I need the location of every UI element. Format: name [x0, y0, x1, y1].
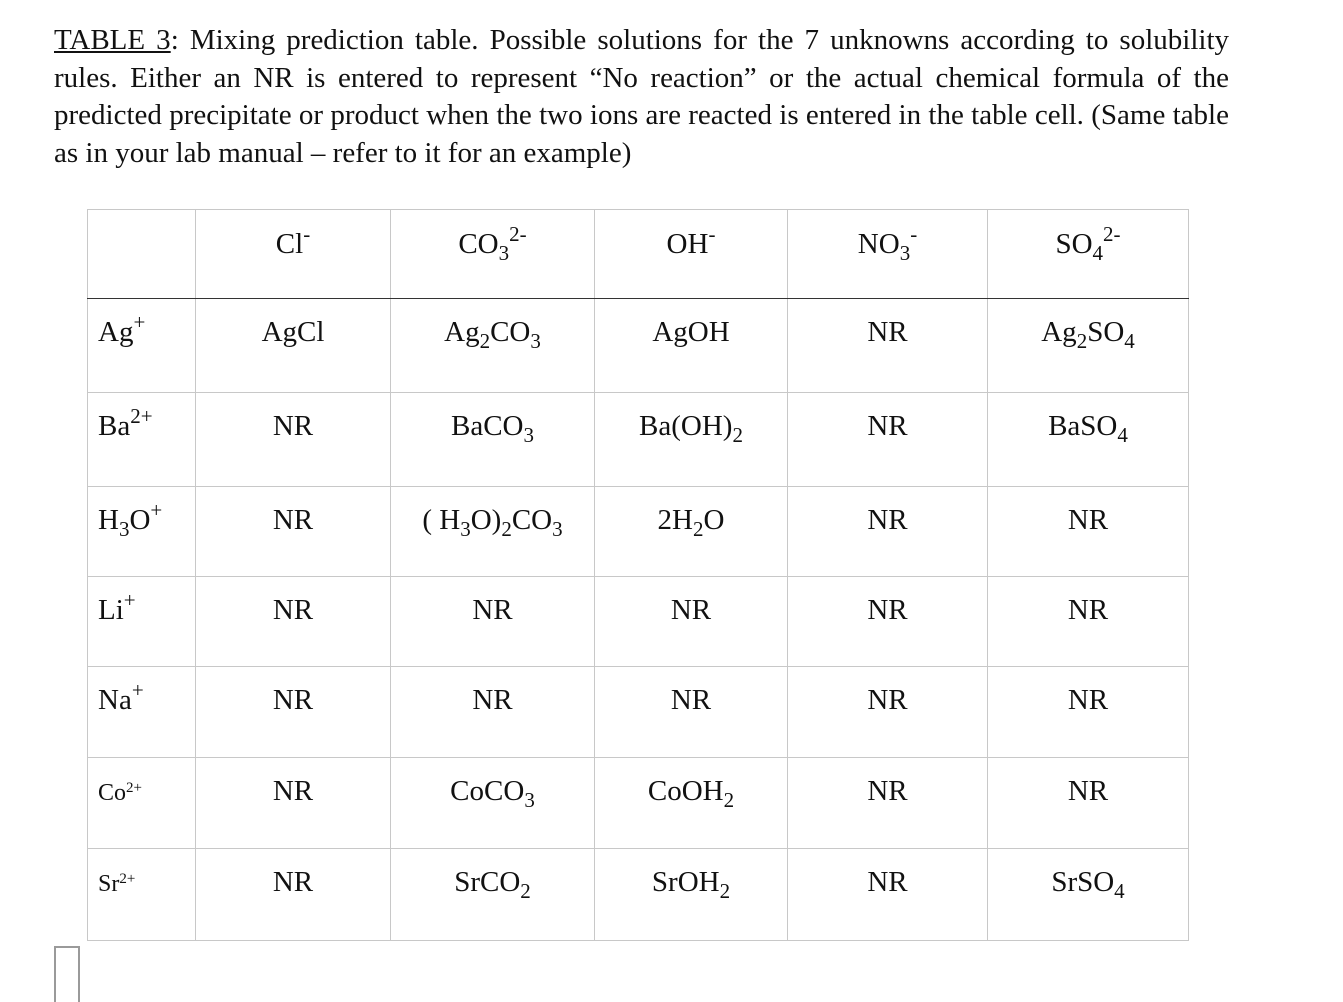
formula-text: Co	[98, 780, 127, 806]
table-caption	[54, 22, 1229, 172]
formula-text: 2H	[657, 504, 693, 536]
formula-superscript: -	[910, 222, 918, 246]
prediction-cell	[788, 299, 988, 393]
formula-text: CoCO	[450, 775, 525, 807]
prediction-cell	[788, 667, 988, 758]
prediction-cell	[595, 577, 788, 667]
formula-superscript: +	[150, 498, 163, 522]
formula-text: CO	[490, 316, 531, 348]
header-row	[88, 210, 1189, 299]
formula-text: ( H	[422, 504, 461, 536]
prediction-cell	[391, 758, 595, 849]
table-row	[88, 758, 1189, 849]
formula-superscript: 2+	[126, 780, 142, 796]
formula-superscript: +	[123, 588, 136, 612]
formula-text: Ag	[444, 316, 480, 348]
formula-text: Ba(OH)	[639, 410, 733, 442]
formula-text: SO	[1055, 228, 1093, 260]
formula-text: NR	[272, 504, 314, 536]
formula-text: NR	[272, 594, 314, 626]
formula-superscript: +	[133, 310, 146, 334]
prediction-cell	[391, 487, 595, 577]
prediction-cell	[595, 667, 788, 758]
prediction-cell	[788, 393, 988, 487]
cation-header	[88, 849, 196, 941]
formula-text: NR	[867, 410, 908, 442]
formula-text: O	[129, 504, 151, 536]
formula-text: NR	[1067, 684, 1109, 716]
formula-text: NR	[472, 594, 513, 626]
formula-superscript: 2+	[130, 404, 153, 428]
cation-header	[88, 667, 196, 758]
formula-text: NR	[670, 684, 712, 716]
formula-text: NR	[867, 866, 908, 898]
prediction-cell	[196, 577, 391, 667]
prediction-cell	[196, 758, 391, 849]
formula-text: NR	[867, 594, 908, 626]
table-label: TABLE 3	[54, 24, 171, 56]
formula-text: NR	[1067, 594, 1109, 626]
prediction-cell	[196, 849, 391, 941]
prediction-cell	[391, 393, 595, 487]
formula-text: Na	[98, 684, 132, 716]
caption-text: : Mixing prediction table. Possible solutions for the 7 unknowns according to solubility rules. Either an NR is entered to represent “No reaction” or the actual chemical formula of the predicted precipitate or product when the two ions are reacted is entered in the table cell. (Same table as in your lab manual – refer to it for an example)	[54, 24, 1230, 169]
table-row	[88, 849, 1189, 941]
formula-text: NR	[472, 684, 513, 716]
formula-text: NR	[272, 866, 314, 898]
formula-text: NR	[1067, 504, 1109, 536]
formula-subscript: 3	[552, 517, 563, 541]
formula-text: CoOH	[647, 775, 724, 807]
formula-superscript-wrap	[126, 780, 142, 806]
formula-text: NR	[272, 684, 314, 716]
prediction-cell	[595, 393, 788, 487]
table-row	[88, 299, 1189, 393]
anion-header	[595, 210, 788, 299]
formula-text: AgCl	[261, 316, 325, 348]
prediction-cell	[391, 299, 595, 393]
prediction-cell	[196, 667, 391, 758]
table-row	[88, 393, 1189, 487]
formula-superscript: 2+	[119, 871, 136, 887]
prediction-cell	[788, 758, 988, 849]
formula-text: SO	[1087, 316, 1125, 348]
prediction-cell	[988, 577, 1189, 667]
formula-text: NR	[272, 775, 314, 807]
formula-superscript-wrap	[119, 871, 135, 897]
formula-subscript: 4	[1117, 423, 1128, 447]
cation-header	[88, 299, 196, 393]
formula-text: H	[98, 504, 119, 536]
formula-subscript: 2	[732, 423, 743, 447]
prediction-cell	[788, 487, 988, 577]
formula-text: SrCO	[454, 866, 521, 898]
formula-superscript: +	[131, 678, 144, 702]
prediction-cell	[196, 393, 391, 487]
formula-subscript: 3	[530, 329, 541, 353]
formula-subscript: 2	[723, 788, 735, 812]
formula-subscript: 3	[899, 241, 911, 265]
formula-subscript: 2	[1076, 329, 1088, 353]
formula-subscript: 2	[501, 517, 512, 541]
formula-text: Sr	[98, 871, 120, 897]
prediction-cell	[988, 487, 1189, 577]
formula-text: SrOH	[651, 866, 720, 898]
prediction-cell	[595, 487, 788, 577]
formula-text: Cl	[275, 228, 304, 260]
prediction-cell	[595, 299, 788, 393]
formula-text: Li	[98, 594, 124, 626]
prediction-cell	[988, 299, 1189, 393]
formula-text: NR	[867, 775, 908, 807]
formula-text: O	[703, 504, 725, 536]
formula-text: Ag	[98, 316, 134, 348]
formula-subscript: 2	[520, 879, 531, 903]
formula-text: CO	[511, 504, 553, 536]
anion-header	[988, 210, 1189, 299]
formula-superscript: 2-	[509, 222, 527, 246]
prediction-cell	[988, 667, 1189, 758]
table-row	[88, 577, 1189, 667]
formula-text: NR	[867, 504, 908, 536]
formula-text: NR	[867, 316, 908, 348]
formula-text: BaCO	[451, 410, 524, 442]
prediction-cell	[788, 849, 988, 941]
formula-superscript: 2-	[1103, 222, 1121, 246]
form-checkbox[interactable]	[54, 946, 80, 1002]
corner-cell	[88, 210, 196, 299]
formula-subscript: 3	[118, 517, 130, 541]
formula-text: OH	[666, 228, 709, 260]
formula-subscript: 2	[719, 879, 731, 903]
prediction-cell	[196, 299, 391, 393]
prediction-cell	[595, 758, 788, 849]
formula-text: BaSO	[1048, 410, 1118, 442]
anion-header	[196, 210, 391, 299]
formula-superscript: -	[708, 222, 716, 246]
anion-header	[788, 210, 988, 299]
formula-subscript: 4	[1124, 329, 1135, 353]
table-row	[88, 667, 1189, 758]
prediction-cell	[391, 667, 595, 758]
prediction-cell	[988, 849, 1189, 941]
formula-subscript: 4	[1092, 241, 1104, 265]
formula-text: NO	[857, 228, 900, 260]
formula-subscript: 4	[1114, 879, 1125, 903]
cation-header	[88, 758, 196, 849]
prediction-cell	[391, 577, 595, 667]
anion-header	[391, 210, 595, 299]
formula-subscript: 3	[523, 423, 534, 447]
formula-text: O)	[470, 504, 502, 536]
table-row	[88, 487, 1189, 577]
prediction-cell	[988, 758, 1189, 849]
mixing-prediction-table	[87, 209, 1189, 941]
formula-text: NR	[272, 410, 314, 442]
formula-text: Ba	[98, 410, 131, 442]
formula-text: SrSO	[1051, 866, 1115, 898]
formula-subscript: 3	[498, 241, 510, 265]
prediction-cell	[988, 393, 1189, 487]
formula-text: AgOH	[652, 316, 730, 348]
prediction-cell	[391, 849, 595, 941]
cation-header	[88, 487, 196, 577]
formula-text: NR	[867, 684, 908, 716]
formula-subscript: 2	[693, 517, 704, 541]
formula-subscript: 3	[460, 517, 471, 541]
formula-text: NR	[670, 594, 712, 626]
formula-text: CO	[458, 228, 499, 260]
cation-header	[88, 577, 196, 667]
cation-header	[88, 393, 196, 487]
formula-text: Ag	[1041, 316, 1077, 348]
prediction-cell	[595, 849, 788, 941]
prediction-cell	[196, 487, 391, 577]
prediction-cell	[788, 577, 988, 667]
formula-superscript: -	[303, 222, 311, 246]
formula-subscript: 3	[524, 788, 535, 812]
formula-subscript: 2	[479, 329, 491, 353]
formula-text: NR	[1067, 775, 1109, 807]
